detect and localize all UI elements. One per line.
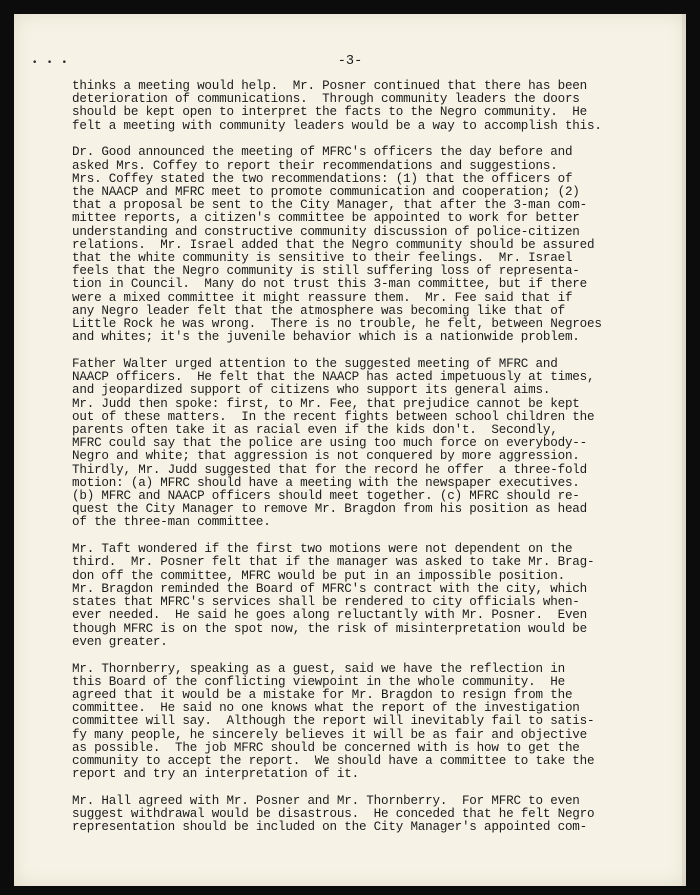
text-line: this Board of the conflicting viewpoint in the whole community. He bbox=[72, 674, 565, 689]
paragraph-6 bbox=[72, 795, 684, 835]
text-line: and jeopardized support of citizens who support its general aims. bbox=[72, 383, 551, 398]
text-line: of the three-man committee. bbox=[72, 515, 271, 530]
text-line: committee will say. Although the report will inevitably fail to satis- bbox=[72, 714, 595, 729]
text-line: Mr. Taft wondered if the first two motions were not dependent on the bbox=[72, 542, 573, 557]
text-line: out of these matters. In the recent fights between school children the bbox=[72, 409, 595, 424]
text-line: Father Walter urged attention to the suggested meeting of MFRC and bbox=[72, 357, 558, 372]
text-line: suggest withdrawal would be disastrous. He conceded that he felt Negro bbox=[72, 807, 595, 822]
text-line: felt a meeting with community leaders would be a way to accomplish this. bbox=[72, 118, 602, 133]
text-line: even greater. bbox=[72, 634, 168, 649]
text-line: NAACP officers. He felt that the NAACP has acted impetuously at times, bbox=[72, 370, 595, 385]
text-line: states that MFRC's services shall be rendered to city officials when- bbox=[72, 595, 580, 610]
text-line: Mr. Hall agreed with Mr. Posner and Mr. Thornberry. For MFRC to even bbox=[72, 793, 580, 808]
text-line: (b) MFRC and NAACP officers should meet together. (c) MFRC should re- bbox=[72, 489, 580, 504]
text-line: Mr. Judd then spoke: first, to Mr. Fee, that prejudice cannot be kept bbox=[72, 396, 580, 411]
page-number: -3- bbox=[337, 54, 363, 69]
text-line: report and try an interpretation of it. bbox=[72, 767, 359, 782]
paragraph-2 bbox=[72, 146, 684, 344]
text-line: feels that the Negro community is still suffering loss of representa- bbox=[72, 264, 580, 279]
text-line: Mr. Bragdon reminded the Board of MFRC's contract with the city, which bbox=[72, 581, 588, 596]
text-line: parents often take it as racial even if the kids don't. Secondly, bbox=[72, 423, 558, 438]
text-line: thinks a meeting would help. Mr. Posner continued that there has been bbox=[72, 79, 588, 93]
text-line: the NAACP and MFRC meet to promote communication and cooperation; (2) bbox=[72, 185, 580, 200]
text-line: though MFRC is on the spot now, the risk of misinterpretation would be bbox=[72, 621, 588, 636]
text-line: tion in Council. Many do not trust this 3-man committee, but if there bbox=[72, 277, 588, 292]
text-line: deterioration of communications. Through community leaders the doors bbox=[72, 92, 580, 107]
text-line: community to accept the report. We should have a committee to take the bbox=[72, 753, 595, 768]
text-line: MFRC could say that the police are using too much force on everybody-- bbox=[72, 436, 588, 451]
text-line: Mr. Thornberry, speaking as a guest, said we have the reflection in bbox=[72, 661, 565, 676]
text-line: any Negro leader felt that the atmosphere was becoming like that of bbox=[72, 303, 565, 318]
text-line: should be kept open to interpret the facts to the Negro community. He bbox=[72, 105, 588, 120]
paragraph-1 bbox=[72, 80, 684, 133]
text-line: that the white community is sensitive to their feelings. Mr. Israel bbox=[72, 251, 573, 266]
text-line: agreed that it would be a mistake for Mr. Bragdon to resign from the bbox=[72, 687, 573, 702]
text-line: and whites; it's the juvenile behavior which is a nationwide problem. bbox=[72, 330, 580, 345]
text-line: committee. He said no one knows what the report of the investigation bbox=[72, 701, 580, 716]
paragraph-5 bbox=[72, 663, 684, 782]
text-line: Little Rock he was wrong. There is no trouble, he felt, between Negroes bbox=[72, 317, 602, 332]
corner-marks: • • • bbox=[32, 58, 70, 68]
text-line: motion: (a) MFRC should have a meeting with the newspaper executives. bbox=[72, 475, 580, 490]
text-line: Negro and white; that aggression is not conquered by more aggression. bbox=[72, 449, 580, 464]
text-line: as possible. The job MFRC should be concerned with is how to get the bbox=[72, 740, 580, 755]
document-body bbox=[72, 80, 684, 848]
text-line: Thirdly, Mr. Judd suggested that for the record he offer a three-fold bbox=[72, 462, 588, 477]
text-line: relations. Mr. Israel added that the Negro community should be assured bbox=[72, 237, 595, 252]
text-line: Dr. Good announced the meeting of MFRC's officers the day before and bbox=[72, 145, 573, 160]
text-line: asked Mrs. Coffey to report their recommendations and suggestions. bbox=[72, 158, 558, 173]
text-line: quest the City Manager to remove Mr. Bragdon from his position as head bbox=[72, 502, 588, 517]
text-line: third. Mr. Posner felt that if the manager was asked to take Mr. Brag- bbox=[72, 555, 595, 570]
text-line: fy many people, he sincerely believes it will be as fair and objective bbox=[72, 727, 588, 742]
text-line: that a proposal be sent to the City Manager, that after the 3-man com- bbox=[72, 198, 588, 213]
text-line: were a mixed committee it might reassure them. Mr. Fee said that if bbox=[72, 290, 573, 305]
text-line: don off the committee, MFRC would be put in an impossible position. bbox=[72, 568, 565, 583]
document-page bbox=[14, 14, 686, 886]
text-line: mittee reports, a citizen's committee be appointed to work for better bbox=[72, 211, 580, 226]
paragraph-4 bbox=[72, 543, 684, 649]
text-line: understanding and constructive community discussion of police-citizen bbox=[72, 224, 580, 239]
text-line: ever needed. He said he goes along reluctantly with Mr. Posner. Even bbox=[72, 608, 588, 623]
paragraph-3 bbox=[72, 358, 684, 530]
text-line: Mrs. Coffey stated the two recommendations: (1) that the officers of bbox=[72, 171, 573, 186]
text-line: representation should be included on the City Manager's appointed com- bbox=[72, 820, 588, 835]
